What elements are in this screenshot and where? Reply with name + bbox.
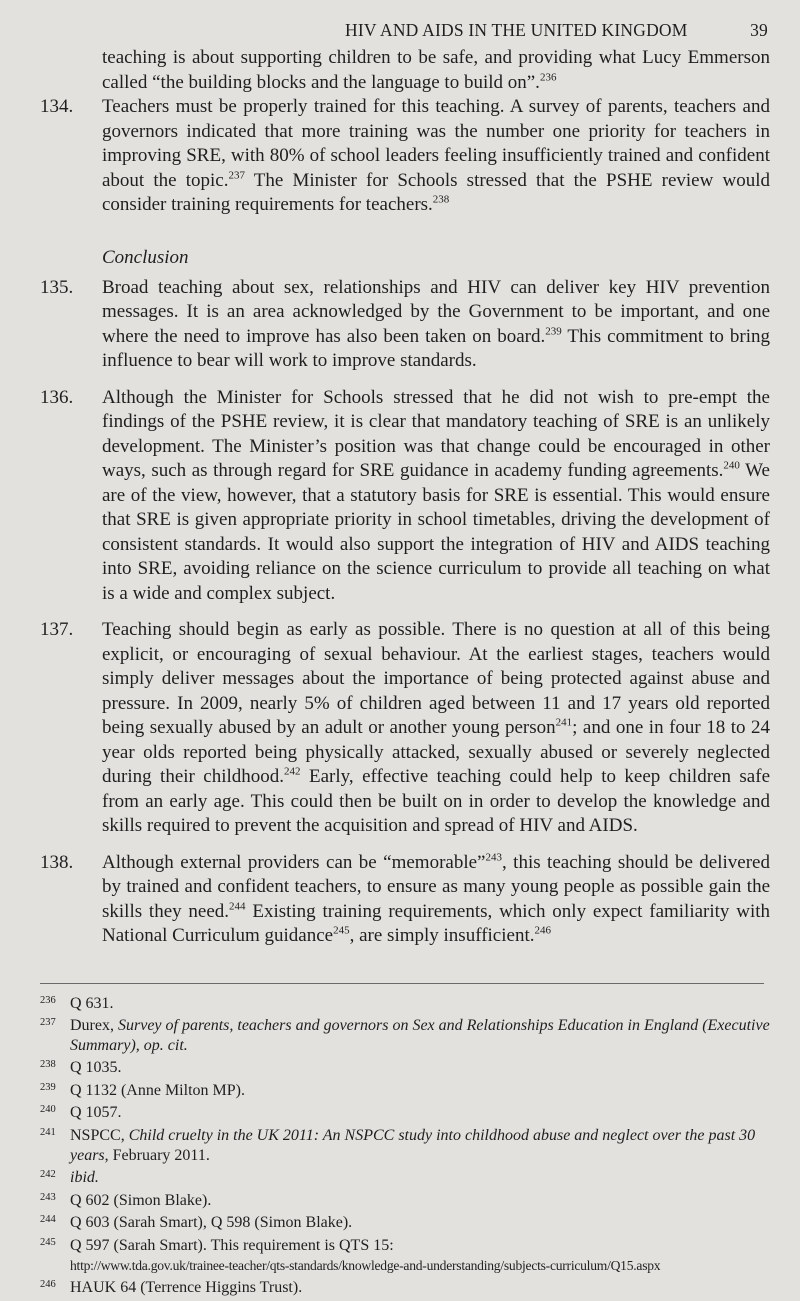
running-header xyxy=(345,20,768,41)
paragraph-number: 134. xyxy=(40,96,74,117)
footnote-number: 238 xyxy=(40,1059,56,1071)
footnote-url-link[interactable]: http://www.tda.gov.uk/trainee-teacher/qts-standards/knowledge-and-understanding/subjects-curriculum/Q15.aspx xyxy=(70,1257,661,1273)
footnote-ref: 239 xyxy=(545,325,562,338)
footnote-ref: 242 xyxy=(284,765,301,778)
footnote-241: 241 NSPCC, Child cruelty in the UK 2011: An NSPCC study into childhood abuse and neglect over the past 30 years, February 2011. xyxy=(40,1127,756,1164)
footnote-243: 243 Q 602 (Simon Blake). xyxy=(40,1191,212,1209)
footnote-ref: 237 xyxy=(228,169,245,182)
footnote-number: 240 xyxy=(40,1104,56,1116)
paragraph-number: 135. xyxy=(40,276,74,298)
footnote-number: 241 xyxy=(40,1127,56,1139)
footnote-237: 237 Durex, Survey of parents, teachers and governors on Sex and Relationships Education in England (Executive Summary), op. cit. xyxy=(40,1017,770,1054)
footnotes xyxy=(40,994,770,1298)
footnote-236: 236 Q 631. xyxy=(40,994,114,1012)
footnote-number: 237 xyxy=(40,1017,56,1029)
footnote-number: 239 xyxy=(40,1081,56,1093)
footnote-ref: 241 xyxy=(555,716,573,729)
page-number: 39 xyxy=(750,20,768,40)
footnote-246: 246 HAUK 64 (Terrence Higgins Trust). xyxy=(40,1279,303,1297)
footnote-number: 243 xyxy=(40,1191,56,1203)
footnote-ref: 243 xyxy=(485,851,502,864)
continued-paragraph: teaching is about supporting children to be safe, and providing what Lucy Emmerson called “the building blocks and the language to build on”.$^{236}$ xyxy=(102,47,770,93)
footnote-number: 246 xyxy=(40,1279,56,1291)
footnote-divider xyxy=(40,983,764,984)
page-body xyxy=(40,46,770,1301)
footnote-ref: 236 xyxy=(539,71,557,84)
paragraph-137: 137. Teaching should begin as early as possible. There is no question at all of this being explicit, or encouraging of sexual behaviour. At the earliest stages, teachers would simply deliver messages about the importance of being protected against abuse and pressure. In 2009, nearly 5% of children aged between 11 and 17 years old reported being sexually abused by an adult or another young person$^{241}$; and one in four 18 to 24 year olds reported being physically attacked, sexually abused or severely neglected during their childhood.$^{242}$ Early, effective teaching could help to keep children safe from an early age. This could then be built on in order to develop the knowledge and skills required to prevent the acquisition and spread of HIV and AIDS. xyxy=(40,619,770,836)
footnote-number: 245 xyxy=(40,1237,56,1249)
footnote-number: 236 xyxy=(40,994,56,1006)
paragraph-134: 134. Teachers must be properly trained for this teaching. A survey of parents, teachers and governors indicated that more training was the number one priority for teachers in improving SRE, with 80% of school leaders feeling insufficiently trained and confident about the topic.$^{237}$ The Minister for Schools stressed that the PSHE review would consider training requirements for teachers.$^{238}$ xyxy=(40,96,770,215)
paragraph-135: 135. Broad teaching about sex, relationships and HIV can deliver key HIV prevention messages. It is an area acknowledged by the Government to be important, and one where the need to improve has also been taken on board.$^{239}$ This commitment to bring influence to bear will work to improve standards. xyxy=(40,276,771,371)
footnote-ref: 245 xyxy=(333,924,350,937)
paragraph-number: 137. xyxy=(40,619,74,640)
footnote-240: 240 Q 1057. xyxy=(40,1104,122,1122)
footnote-239: 239 Q 1132 (Anne Milton MP). xyxy=(40,1081,245,1099)
paragraph-number: 138. xyxy=(40,851,74,873)
paragraph-136: 136. Although the Minister for Schools stressed that he did not wish to pre-empt the findings of the PSHE review, it is clear that mandatory teaching of SRE is an unlikely development. The Minister’s position was that change could be encouraged in other ways, such as through regard for SRE guidance in academy funding agreements.$^{240}$ We are of the view, however, that a statutory basis for SRE is essential. This would ensure that SRE is given appropriate priority in school timetables, driving the development of consistent standards. It would also support the integration of HIV and AIDS teaching into SRE, avoiding reliance on the science curriculum to provide all teaching on what is a wide and complex subject. xyxy=(40,386,770,604)
footnote-number: 244 xyxy=(40,1214,56,1226)
running-title: HIV AND AIDS IN THE UNITED KINGDOM xyxy=(345,20,688,40)
footnote-source-title: Survey of parents, teachers and governors on Sex and Relationships Education in England (Executive Summary), op. cit. xyxy=(70,1017,770,1054)
footnote-244: 244 Q 603 (Sarah Smart), Q 598 (Simon Blake). xyxy=(40,1214,353,1232)
footnote-ref: 238 xyxy=(432,193,450,206)
footnote-238: 238 Q 1035. xyxy=(40,1059,122,1077)
section-heading: Conclusion xyxy=(102,246,189,268)
footnote-ref: 244 xyxy=(229,900,246,913)
footnote-source-title: Child cruelty in the UK 2011: An NSPCC study into childhood abuse and neglect over the past 30 years xyxy=(70,1127,756,1164)
footnote-ref: 246 xyxy=(534,924,551,937)
paragraph-138: 138. Although external providers can be “memorable”$^{243}$, this teaching should be delivered by trained and confident teachers, to ensure as many young people as possible gain the skills they need.$^{244}$ Existing training requirements, which only expect familiarity with National Curriculum guidance$^{245}$, are simply insufficient.$^{246}$ xyxy=(40,851,771,946)
footnote-ref: 240 xyxy=(723,459,740,472)
footnote-245: 245 Q 597 (Sarah Smart). This requirement is QTS 15: http://www.tda.gov.uk/trainee-teacher/qts-standards/knowledge-and-understanding/subjects-curriculum/Q15.aspx xyxy=(40,1237,661,1273)
footnote-number: 242 xyxy=(40,1169,56,1181)
footnote-242: 242 ibid. xyxy=(40,1169,99,1187)
paragraph-number: 136. xyxy=(40,386,74,408)
